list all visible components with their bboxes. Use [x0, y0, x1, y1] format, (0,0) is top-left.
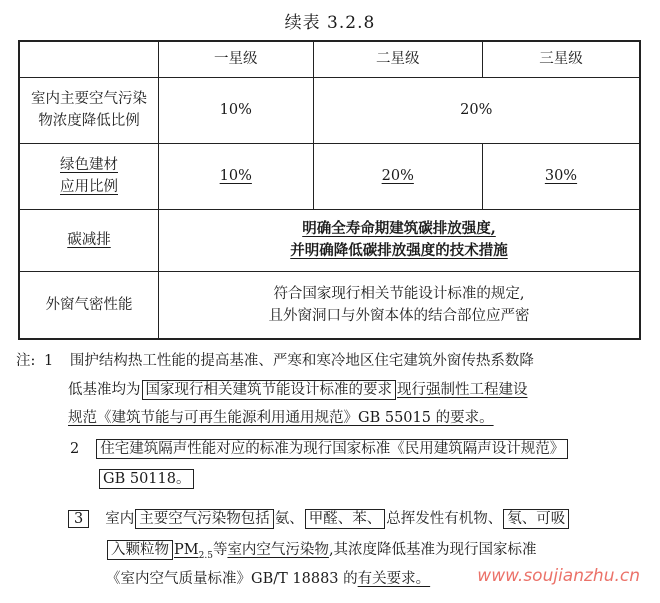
- note-text: 低基准均为: [68, 382, 141, 398]
- note-1-line-1: [16, 348, 534, 375]
- note-text: 室内: [105, 511, 135, 527]
- row-label-pollutant: [19, 77, 159, 143]
- note-boxed-text: 入颗粒物: [107, 540, 173, 560]
- table-row-green: [19, 143, 640, 209]
- note-3-line-2: [106, 537, 537, 570]
- note-text: ,其浓度降低基准为现行国家标准: [328, 542, 537, 558]
- note-text: 等: [212, 542, 228, 558]
- note-3-line-1: [68, 506, 570, 533]
- cell-carbon-content: [159, 209, 641, 271]
- note-1-line-2: [68, 377, 528, 404]
- note-underlined-text: 现行强制性工程建设: [397, 382, 528, 398]
- content-line: 且外窗洞口与外窗本体的结合部位应严密: [268, 307, 530, 324]
- label-line: 绿色建材: [60, 157, 118, 173]
- table-row-carbon: [19, 209, 640, 271]
- cell-green-two-star: 20%: [313, 143, 482, 209]
- pm-label: PM: [174, 542, 199, 558]
- note-2-line-2: [98, 466, 195, 493]
- note-boxed-text: GB 50118。: [99, 469, 194, 489]
- note-2-line-1: [70, 436, 569, 463]
- content-line: 符合国家现行相关节能设计标准的规定,: [273, 285, 525, 302]
- note-boxed-text: 甲醛、苯、: [305, 509, 386, 529]
- note-3-line-3: [106, 566, 430, 593]
- table-header-row: [19, 41, 640, 77]
- label-line: 室内主要空气污染: [31, 91, 147, 107]
- row-label-carbon: 碳减排: [19, 209, 159, 271]
- cell-window-content: [159, 271, 641, 339]
- note-underlined-text: 室内空气污染物: [227, 542, 329, 558]
- watermark: www.soujianzhu.cn: [477, 566, 640, 586]
- note-number: 2: [70, 441, 80, 457]
- note-underlined-text: 规范《建筑节能与可再生能源利用通用规范》GB 55015 的要求。: [68, 410, 494, 426]
- note-boxed-text: 主要空气污染物包括: [135, 509, 274, 529]
- header-cell-empty: [19, 41, 159, 77]
- content-line: 明确全寿命期建筑碳排放强度,: [302, 220, 496, 237]
- row-label-window: 外窗气密性能: [19, 271, 159, 339]
- label-line: 物浓度降低比例: [38, 113, 140, 129]
- label-line: 应用比例: [60, 179, 118, 195]
- header-two-star: 二星级: [313, 41, 482, 77]
- cell-pollutant-one-star: 10%: [159, 77, 314, 143]
- pm-subscript: 2.5: [198, 550, 213, 561]
- notes-prefix: 注:: [16, 353, 36, 369]
- content-line: 并明确降低碳排放强度的技术措施: [290, 242, 508, 259]
- header-three-star: 三星级: [482, 41, 640, 77]
- note-pm-text: [174, 542, 213, 561]
- note-boxed-text: 国家现行相关建筑节能设计标准的要求: [142, 380, 397, 400]
- note-text: 围护结构热工性能的提高基准、严寒和寒冷地区住宅建筑外窗传热系数降: [69, 353, 534, 369]
- cell-green-one-star: 10%: [159, 143, 314, 209]
- cell-pollutant-two-three-star: 20%: [313, 77, 640, 143]
- header-one-star: 一星级: [159, 41, 314, 77]
- note-text: 总挥发性有机物、: [386, 511, 503, 527]
- cell-green-three-star: 30%: [482, 143, 640, 209]
- row-label-green: [19, 143, 159, 209]
- note-boxed-text: 氡、可吸: [503, 509, 569, 529]
- note-underlined-text: 有关要求。: [357, 571, 431, 587]
- note-number-boxed: 3: [68, 510, 89, 528]
- rating-table: [18, 40, 641, 340]
- note-text: 氨、: [274, 511, 304, 527]
- table-row-window: [19, 271, 640, 339]
- note-text: 《室内空气质量标准》GB/T 18883 的: [106, 571, 358, 587]
- note-boxed-text: 住宅建筑隔声性能对应的标准为现行国家标准《民用建筑隔声设计规范》: [96, 439, 568, 459]
- note-number: 1: [44, 353, 54, 369]
- page-title: 续表 3.2.8: [284, 13, 376, 33]
- table-row-pollutant: [19, 77, 640, 143]
- note-1-line-3: [68, 405, 494, 432]
